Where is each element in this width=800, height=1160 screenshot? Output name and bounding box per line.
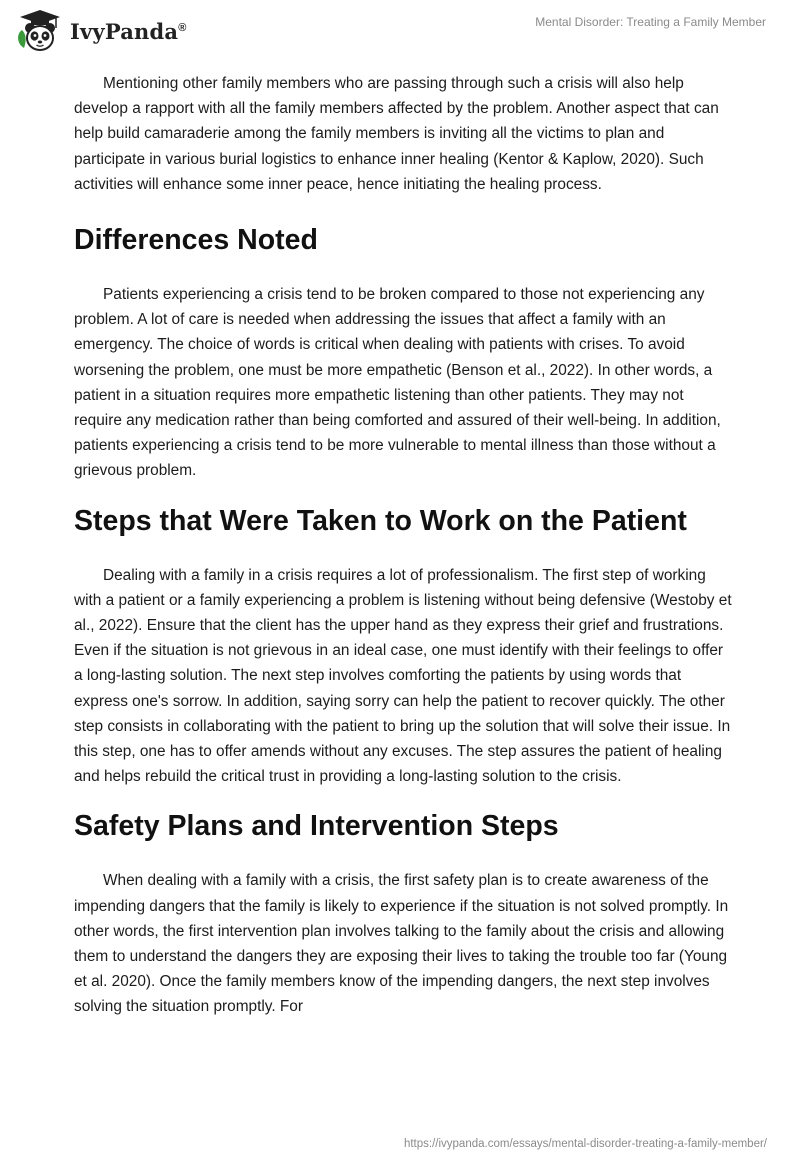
footer-url[interactable]: https://ivypanda.com/essays/mental-disorder-treating-a-family-member/	[403, 1138, 767, 1150]
ivypanda-logo[interactable]	[14, 8, 187, 54]
brand-name: IvyPanda®	[70, 18, 187, 44]
document-title: Mental Disorder: Treating a Family Member	[535, 15, 766, 29]
section-paragraph-differences: Patients experiencing a crisis tend to be broken compared to those not experiencing any problem. A lot of care is needed when addressing the issues that affect a family with an emergency. The choice of words is critical when dealing with patients with crises. To avoid worsening the problem, one must be more empathetic (Benson et al., 2022). In other words, a patient in a situation requires more empathetic listening than other patients. They may not require any medication rather than being comforted and assured of their well-being. In addition, patients experiencing a crisis tend to be more vulnerable to mental illness than those without a grievous problem.	[74, 286, 721, 480]
section-heading-safety: Safety Plans and Intervention Steps	[74, 810, 559, 843]
registered-mark: ®	[178, 21, 187, 34]
section-heading-differences: Differences Noted	[74, 224, 318, 257]
essay-content	[74, 71, 734, 1020]
panda-logo-icon	[14, 8, 66, 54]
section-paragraph-steps: Dealing with a family in a crisis requires a lot of professionalism. The first step of working with a patient or a family experiencing a problem is listening without being defensive (Westoby et al., 2022). Ensure that the client has the upper hand as they express their grief and frustrations. Even if the situation is not grievous in an ideal case, one must identify with their feelings to offer a long-lasting solution. The next step involves comforting the patients by using words that express one's sorrow. In addition, saying sorry can help the patient to recover quickly. The other step consists in collaborating with the patient to bring up the solution that will solve their issue. In this step, one has to offer amends without any excuses. The step assures the patient of healing and helps rebuild the critical trust in providing a long-lasting solution to the crisis.	[74, 566, 732, 786]
section-paragraph-safety: When dealing with a family with a crisis, the first safety plan is to create awareness of the impending dangers that the family is likely to experience if the situation is not solved promptly. In other words, the first intervention plan involves talking to the family about the crisis and allowing them to understand the dangers they are exposing their lives to taking the trouble too far (Young et al. 2020). Once the family members know of the impending dangers, the next step involves solving the situation promptly. For	[74, 872, 729, 1016]
intro-paragraph: Mentioning other family members who are passing through such a crisis will also help develop a rapport with all the family members affected by the problem. Another aspect that can help build camaraderie among the family members is inviting all the victims to plan and participate in various burial logistics to enhance inner healing (Kentor & Kaplow, 2020). Such activities will enhance some inner peace, hence initiating the healing process.	[74, 75, 719, 193]
section-heading-steps: Steps that Were Taken to Work on the Patient	[74, 504, 687, 537]
page-header	[0, 0, 800, 62]
